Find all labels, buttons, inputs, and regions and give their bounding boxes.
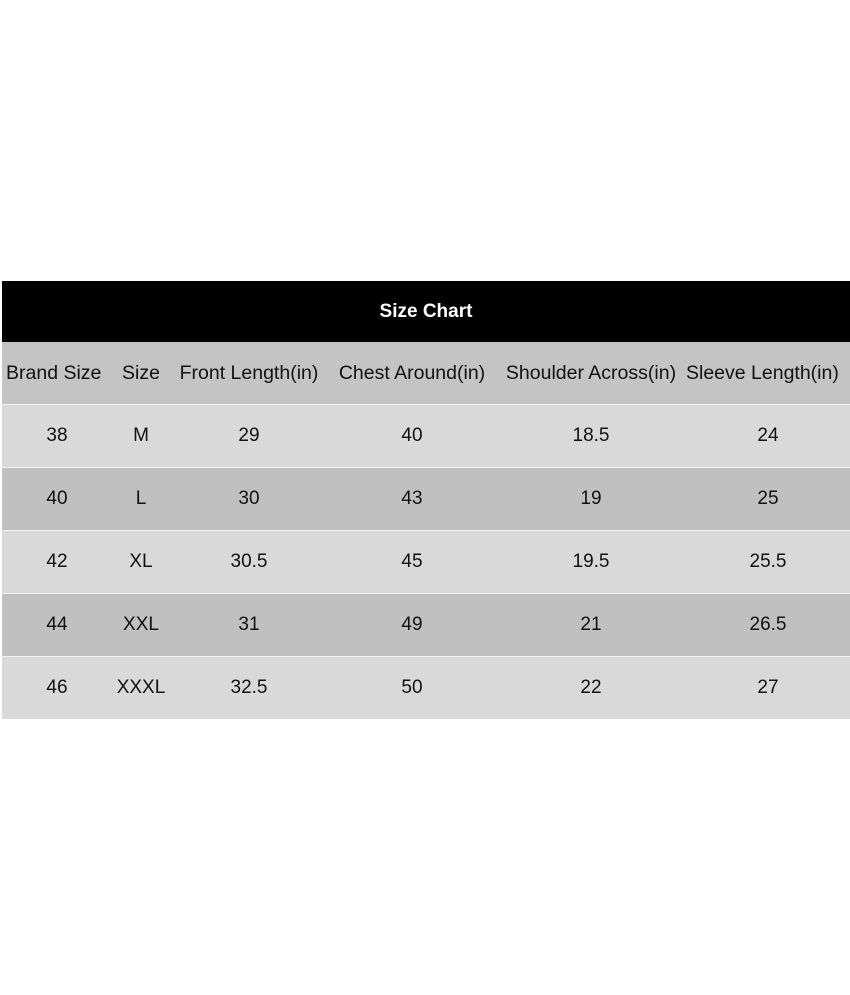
cell-size: XXXL <box>116 677 166 698</box>
cell-front-length: 30.5 <box>230 551 268 572</box>
cell-brand-size: 38 <box>46 425 68 446</box>
column-header-shoulder-across: Shoulder Across(in) <box>505 361 677 384</box>
cell-brand-size: 44 <box>46 614 68 635</box>
cell-brand-size: 42 <box>46 551 68 572</box>
column-header-brand-size: Brand Size <box>6 361 102 384</box>
cell-chest-around: 49 <box>401 614 423 635</box>
cell-chest-around: 45 <box>401 551 423 572</box>
table-row <box>2 530 850 593</box>
cell-sleeve-length: 24 <box>757 425 779 446</box>
column-header-size: Size <box>122 361 160 384</box>
cell-size: XL <box>129 551 153 572</box>
cell-shoulder-across: 19 <box>580 488 602 509</box>
table-row <box>2 593 850 656</box>
table-row <box>2 404 850 467</box>
cell-sleeve-length: 26.5 <box>749 614 787 635</box>
cell-front-length: 29 <box>238 425 260 446</box>
cell-size: XXL <box>123 614 159 635</box>
column-header-sleeve-length: Sleeve Length(in) <box>686 361 839 384</box>
cell-front-length: 31 <box>238 614 260 635</box>
size-chart-table <box>2 281 850 719</box>
cell-front-length: 30 <box>238 488 260 509</box>
cell-shoulder-across: 19.5 <box>572 551 610 572</box>
cell-sleeve-length: 25 <box>757 488 779 509</box>
cell-front-length: 32.5 <box>230 677 268 698</box>
table-row <box>2 467 850 530</box>
size-chart-title: Size Chart <box>2 281 850 342</box>
table-header-row <box>2 342 850 404</box>
cell-brand-size: 46 <box>46 677 68 698</box>
cell-shoulder-across: 21 <box>580 614 602 635</box>
cell-size: M <box>133 425 149 446</box>
cell-chest-around: 43 <box>401 488 423 509</box>
cell-chest-around: 50 <box>401 677 423 698</box>
column-header-front-length: Front Length(in) <box>179 361 319 384</box>
cell-size: L <box>135 488 147 509</box>
cell-shoulder-across: 22 <box>580 677 602 698</box>
cell-chest-around: 40 <box>401 425 423 446</box>
cell-shoulder-across: 18.5 <box>572 425 610 446</box>
cell-sleeve-length: 25.5 <box>749 551 787 572</box>
cell-brand-size: 40 <box>46 488 68 509</box>
column-header-chest-around: Chest Around(in) <box>338 361 486 384</box>
cell-sleeve-length: 27 <box>757 677 779 698</box>
table-row <box>2 656 850 719</box>
